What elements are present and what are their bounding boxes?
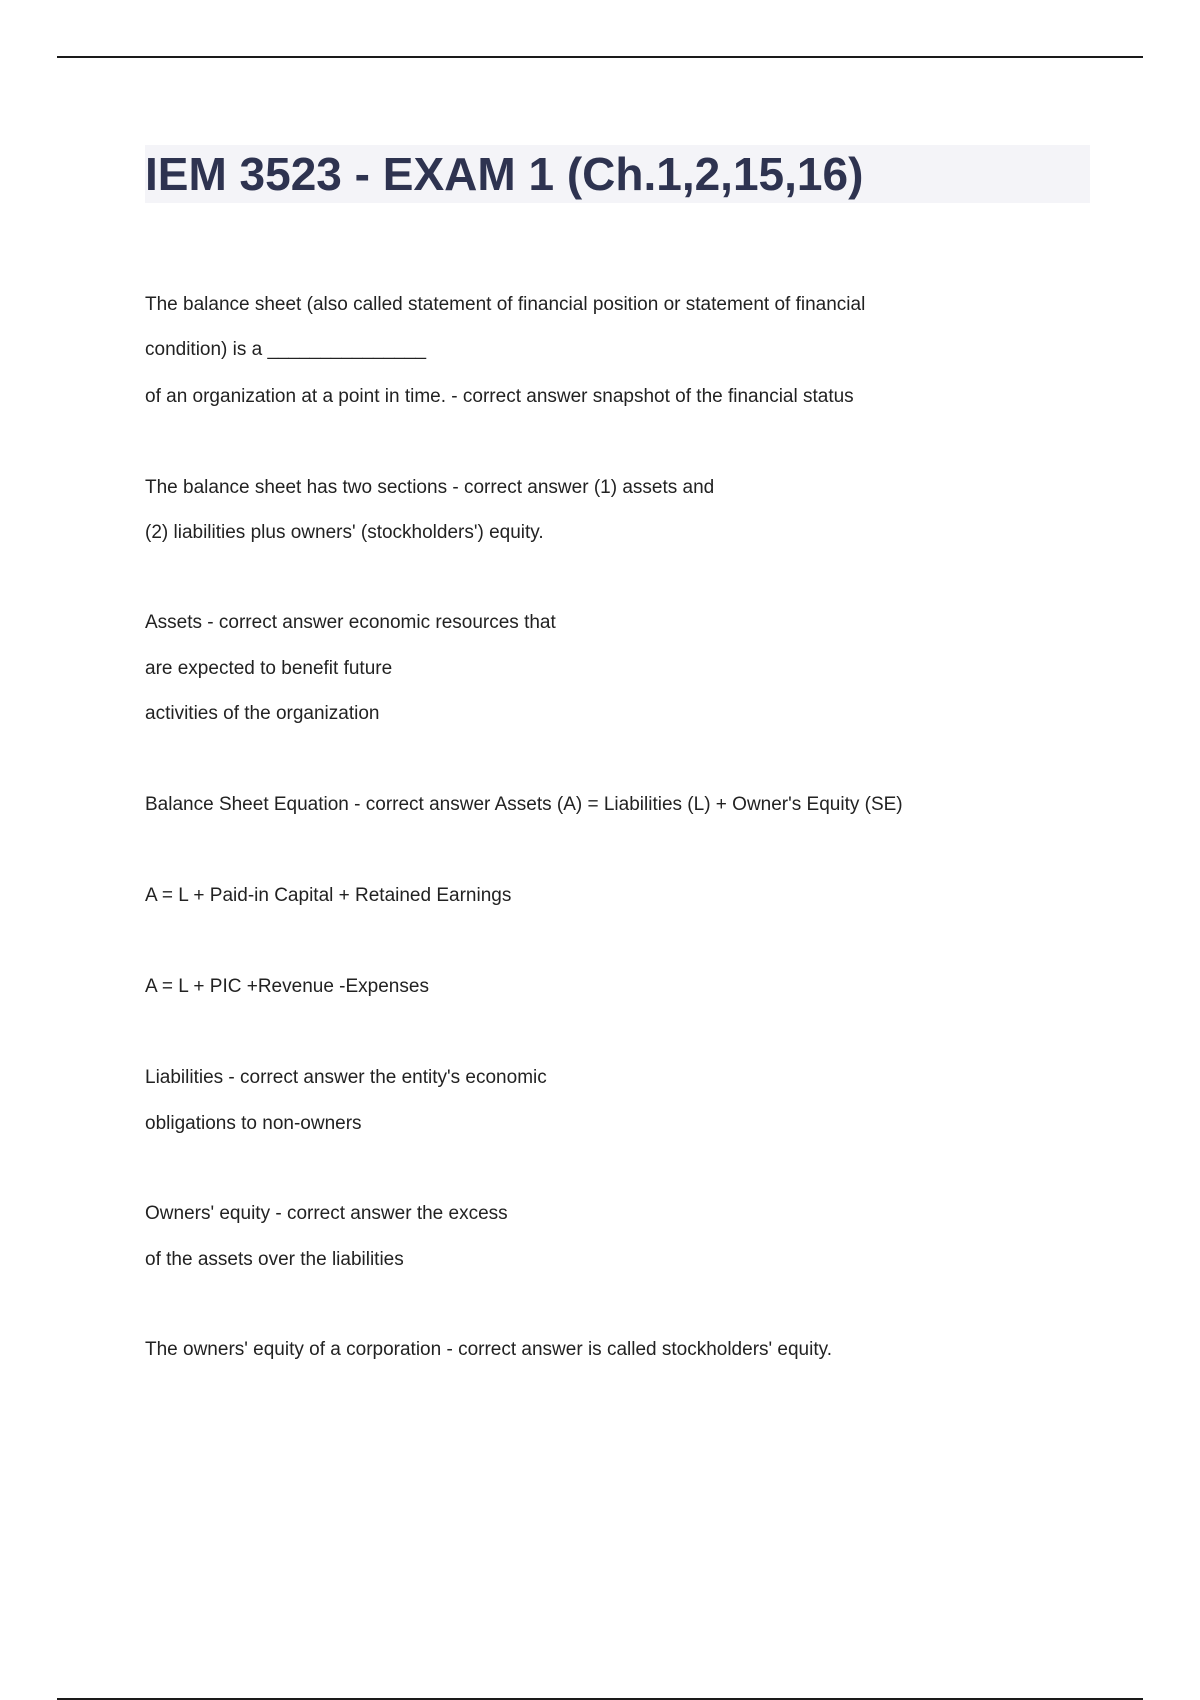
card-line: The owners' equity of a corporation - correct answer is called stockholders' equity.: [145, 1339, 832, 1360]
card-line: A = L + Paid-in Capital + Retained Earnings: [145, 885, 512, 906]
card-line: Liabilities - correct answer the entity's economic: [145, 1067, 547, 1088]
card-line: obligations to non-owners: [145, 1113, 362, 1134]
card-line: The balance sheet (also called statement of financial position or statement of financial: [145, 294, 866, 315]
page-title: IEM 3523 - EXAM 1 (Ch.1,2,15,16): [145, 148, 864, 200]
card-line: activities of the organization: [145, 703, 380, 724]
card-line: are expected to benefit future: [145, 658, 393, 679]
card-line: of an organization at a point in time. - correct answer snapshot of the financial status: [145, 386, 854, 407]
card-line: Owners' equity - correct answer the excess: [145, 1203, 508, 1224]
top-rule: [57, 56, 1143, 58]
card-line: (2) liabilities plus owners' (stockholders') equity.: [145, 522, 544, 543]
card-line: The balance sheet has two sections - correct answer (1) assets and: [145, 477, 715, 498]
card-line: condition) is a _______________: [145, 339, 427, 360]
card-line: of the assets over the liabilities: [145, 1249, 404, 1270]
card-line: Balance Sheet Equation - correct answer Assets (A) = Liabilities (L) + Owner's Equity (SE): [145, 794, 903, 815]
card-line: Assets - correct answer economic resources that: [145, 612, 556, 633]
card-line: A = L + PIC +Revenue -Expenses: [145, 976, 429, 997]
